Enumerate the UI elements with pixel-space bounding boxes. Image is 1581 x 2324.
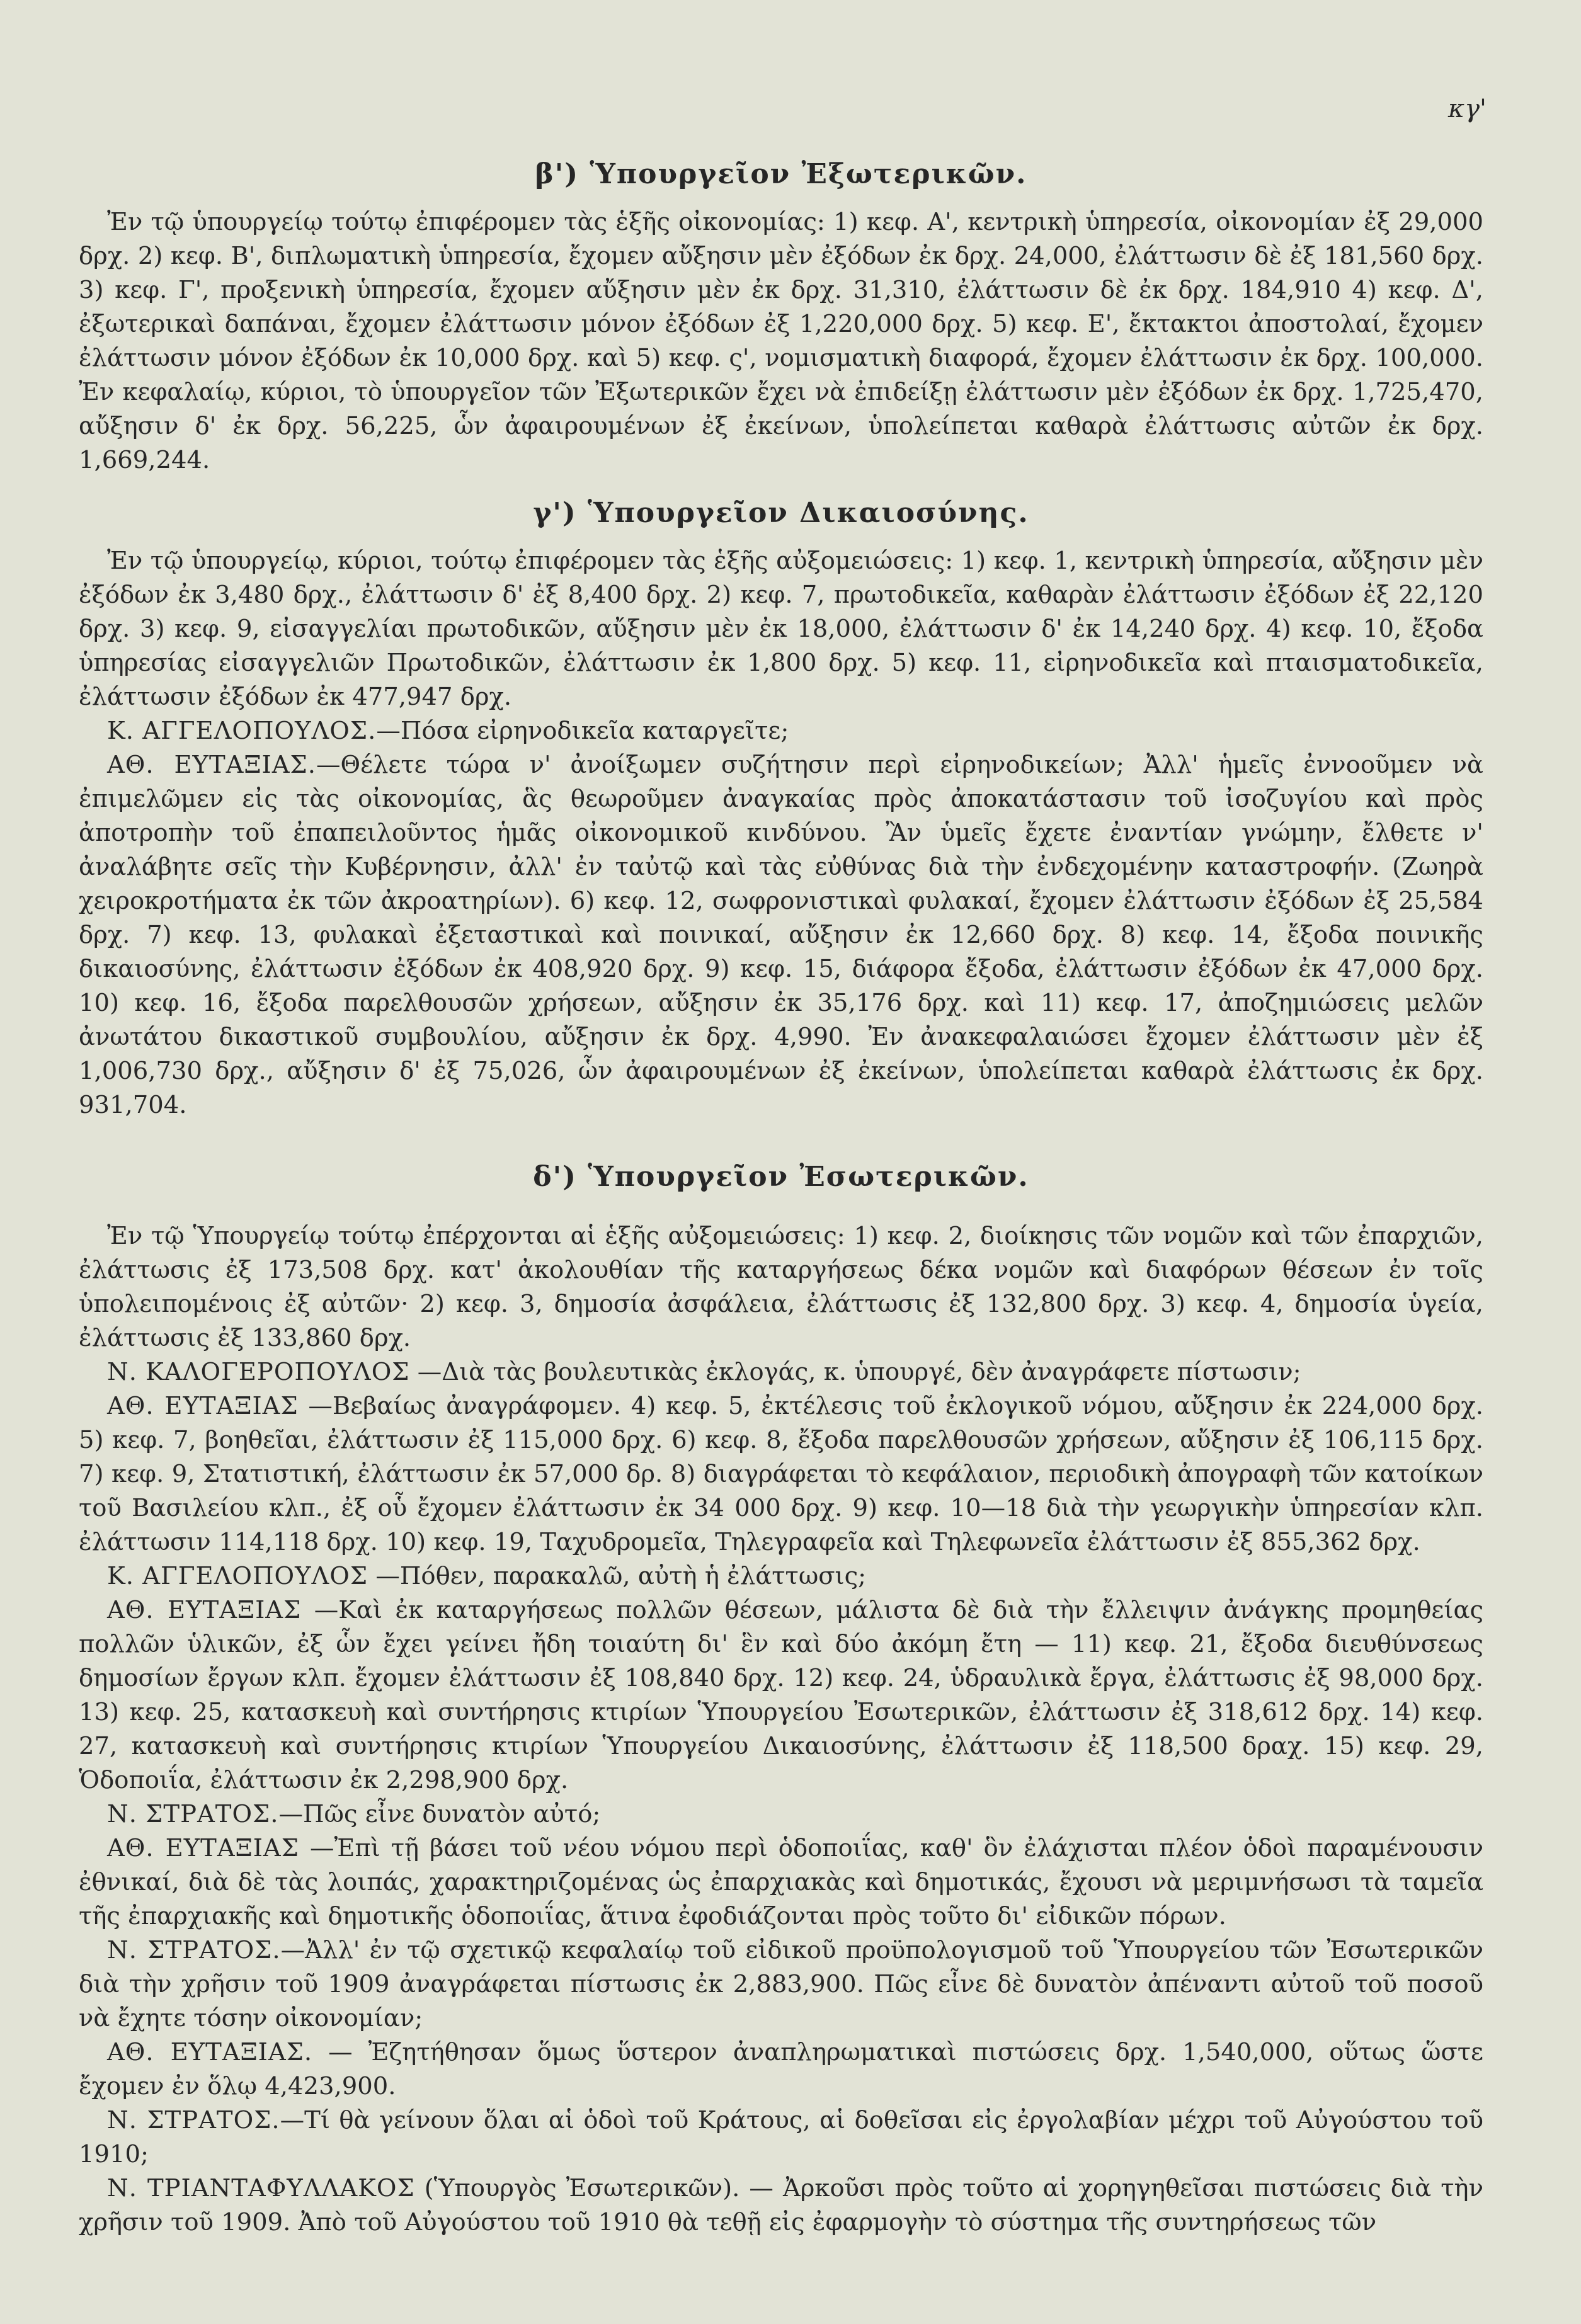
- paragraph-text: Ἐν τῷ ὑπουργείῳ, κύριοι, τούτῳ ἐπιφέρομεν τὰς ἑξῆς αὐξομειώσεις: 1) κεφ. 1, κεντρικὴ ὑπηρεσία, αὔξησιν μὲν ἐξόδων ἐκ 3,480 δρχ., ἐλάττωσιν δ' ἐξ 8,400 δρχ. 2) κεφ. 7, πρωτοδικεῖα, καθαρὰν ἐλάττωσιν ἐξόδων ἐξ 22,120 δρχ. 3) κεφ. 9, εἰσαγγελίαι πρωτοδικῶν, αὔξησιν μὲν ἐκ 18,000, ἐλάττωσιν δ' ἐκ 14,240 δρχ. 4) κεφ. 10, ἔξοδα ὑπηρεσίας εἰσαγγελιῶν Πρωτοδικῶν, ἐλάττωσιν ἐκ 1,800 δρχ. 5) κεφ. 11, εἰρηνοδικεῖα καὶ πταισματοδικεῖα, ἐλάττωσιν ἐξόδων ἐκ 477,947 δρχ.: [79, 547, 1483, 711]
- speech-paragraph: [79, 1355, 1483, 1389]
- section-title-justice: γ') Ὑπουργεῖον Δικαιοσύνης.: [533, 497, 1029, 529]
- section-title-interior: δ') Ὑπουργεῖον Ἐσωτερικῶν.: [533, 1161, 1029, 1193]
- speaker-name: ΑΘ. ΕΥΤΑΞΙΑΣ: [107, 1392, 299, 1420]
- speech-paragraph: [79, 1831, 1483, 1934]
- speech-text: —Ἐπὶ τῇ βάσει τοῦ νέου νόμου περὶ ὁδοποιΐας, καθ' ὃν ἐλάχισται πλέον ὁδοὶ παραμένουσιν ἐθνικαί, διὰ δὲ τὰς λοιπάς, χαρακτηριζομένας ὡς ἐπαρχιακὰς καὶ δημοτικάς, ἔχουσι νὰ μεριμνήσωσι τὰ ταμεῖα τῆς ἐπαρχιακῆς καὶ δημοτικῆς ὁδοποιΐας, ἅτινα ἐφοδιάζονται πρὸς τοῦτο δι' εἰδικῶν πόρων.: [79, 1834, 1483, 1930]
- speaker-name: ΑΘ. ΕΥΤΑΞΙΑΣ: [107, 1834, 299, 1862]
- speech-paragraph: [79, 1389, 1483, 1559]
- speaker-name: ΑΘ. ΕΥΤΑΞΙΑΣ.: [107, 751, 317, 779]
- speaker-name: Κ. ΑΓΓΕΛΟΠΟΥΛΟΣ.: [107, 717, 377, 745]
- speech-paragraph: [79, 2172, 1483, 2240]
- speaker-name: Ν. ΣΤΡΑΤΟΣ.: [107, 1936, 281, 1964]
- speech-paragraph: [79, 2104, 1483, 2172]
- speech-paragraph: [79, 1797, 1483, 1831]
- speech-paragraph: [79, 1559, 1483, 1593]
- paragraph: [79, 205, 1483, 477]
- paragraph-text: Ἐν τῷ Ὑπουργείῳ τούτῳ ἐπέρχονται αἱ ἑξῆς αὐξομειώσεις: 1) κεφ. 2, διοίκησις τῶν νομῶν καὶ τῶν ἐπαρχιῶν, ἐλάττωσις ἐξ 173,508 δρχ. κατ' ἀκολουθίαν τῆς καταργήσεως δέκα νομῶν καὶ διαφόρων θέσεων ἐν τοῖς ὑπολειπομένοις ἐξ αὐτῶν· 2) κεφ. 3, δημοσία ἀσφάλεια, ἐλάττωσις ἐξ 132,800 δρχ. 3) κεφ. 4, δημοσία ὑγεία, ἐλάττωσις ἐξ 133,860 δρχ.: [79, 1222, 1483, 1352]
- document-body: [79, 139, 1483, 2240]
- paragraph-text: Ἐν τῷ ὑπουργείῳ τούτῳ ἐπιφέρομεν τὰς ἑξῆς οἰκονομίας: 1) κεφ. Α', κεντρικὴ ὑπηρεσία, οἰκονομίαν ἐξ 29,000 δρχ. 2) κεφ. Β', διπλωματικὴ ὑπηρεσία, ἔχομεν αὔξησιν μὲν ἐξόδων ἐκ δρχ. 24,000, ἐλάττωσιν δὲ ἐξ 181,560 δρχ. 3) κεφ. Γ', προξενικὴ ὑπηρεσία, ἔχομεν αὔξησιν μὲν ἐκ δρχ. 31,310, ἐλάττωσιν δὲ ἐκ δρχ. 184,910 4) κεφ. Δ', ἐξωτερικαὶ δαπάναι, ἔχομεν ἐλάττωσιν μόνον ἐξόδων ἐξ 1,220,000 δρχ. 5) κεφ. Ε', ἔκτακτοι ἀποστολαί, ἔχομεν ἐλάττωσιν μόνον ἐξόδων ἐκ 10,000 δρχ. καὶ 5) κεφ. ς', νομισματικὴ διαφορά, ἔχομεν ἐλάττωσιν ἐκ δρχ. 100,000. Ἐν κεφαλαίῳ, κύριοι, τὸ ὑπουργεῖον τῶν Ἐξωτερικῶν ἔχει νὰ ἐπιδείξῃ ἐλάττωσιν μὲν ἐξόδων ἐκ δρχ. 1,725,470, αὔξησιν δ' ἐκ δρχ. 56,225, ὧν ἀφαιρουμένων ἐξ ἐκείνων, ὑπολείπεται καθαρὰ ἐλάττωσις αὐτῶν ἐκ δρχ. 1,669,244.: [79, 208, 1483, 474]
- speaker-name: Ν. ΣΤΡΑΤΟΣ.: [107, 2106, 280, 2134]
- speech-text: —Τί θὰ γείνουν ὅλαι αἱ ὁδοὶ τοῦ Κράτους, αἱ δοθεῖσαι εἰς ἐργολαβίαν μέχρι τοῦ Αὐγούστου τοῦ 1910;: [79, 2106, 1483, 2168]
- speaker-name: Ν. ΚΑΛΟΓΕΡΟΠΟΥΛΟΣ: [107, 1358, 410, 1386]
- speech-paragraph: [79, 2036, 1483, 2104]
- speech-text: —Βεβαίως ἀναγράφομεν. 4) κεφ. 5, ἐκτέλεσις τοῦ ἐκλογικοῦ νόμου, αὔξησιν ἐκ 224,000 δρχ. 5) κεφ. 7, βοηθεῖαι, ἐλάττωσιν ἐξ 115,000 δρχ. 6) κεφ. 8, ἔξοδα παρελθουσῶν χρήσεων, αὔξησιν ἐξ 106,115 δρχ. 7) κεφ. 9, Στατιστική, ἐλάττωσιν ἐκ 57,000 δρ. 8) διαγράφεται τὸ κεφάλαιον, περιοδικὴ ἀπογραφὴ τῶν κατοίκων τοῦ Βασιλείου κλπ., ἐξ οὗ ἔχομεν ἐλάττωσιν ἐκ 34 000 δρχ. 9) κεφ. 10—18 διὰ τὴν γεωργικὴν ὑπηρεσίαν κλπ. ἐλάττωσιν 114,118 δρχ. 10) κεφ. 19, Ταχυδρομεῖα, Τηλεγραφεῖα καὶ Τηλεφωνεῖα ἐλάττωσιν ἐξ 855,362 δρχ.: [79, 1392, 1483, 1556]
- section-title-foreign-affairs: β') Ὑπουργεῖον Ἐξωτερικῶν.: [535, 158, 1027, 190]
- speech-text: (Ὑπουργὸς Ἐσωτερικῶν). — Ἀρκοῦσι πρὸς τοῦτο αἱ χορηγηθεῖσαι πιστώσεις διὰ τὴν χρῆσιν τοῦ 1909. Ἀπὸ τοῦ Αὐγούστου τοῦ 1910 θὰ τεθῇ εἰς ἐφαρμογὴν τὸ σύστημα τῆς συντηρήσεως τῶν: [79, 2174, 1483, 2236]
- paragraph: [79, 544, 1483, 714]
- speech-text: — Ἐζητήθησαν ὅμως ὕστερον ἀναπληρωματικαὶ πιστώσεις δρχ. 1,540,000, οὕτως ὥστε ἔχομεν ἐν ὅλῳ 4,423,900.: [79, 2038, 1483, 2100]
- speech-text: —Πόθεν, παρακαλῶ, αὐτὴ ἡ ἐλάττωσις;: [368, 1562, 867, 1590]
- speech-text: —Πόσα εἰρηνοδικεῖα καταργεῖτε;: [376, 717, 789, 745]
- speech-paragraph: [79, 714, 1483, 748]
- page-number: κγ': [1447, 94, 1487, 123]
- speech-paragraph: [79, 1934, 1483, 2036]
- speech-paragraph: [79, 1593, 1483, 1797]
- speech-text: —Θέλετε τώρα ν' ἀνοίξωμεν συζήτησιν περὶ εἰρηνοδικείων; Ἀλλ' ἡμεῖς ἐννοοῦμεν νὰ ἐπιμελῶμεν εἰς τὰς οἰκονομίας, ἃς θεωροῦμεν ἀναγκαίας πρὸς ἀποκατάστασιν τοῦ ἰσοζυγίου καὶ πρὸς ἀποτροπὴν τοῦ ἐπαπειλοῦντος ἡμᾶς οἰκονομικοῦ κινδύνου. Ἂν ὑμεῖς ἔχετε ἐναντίαν γνώμην, ἔλθετε ν' ἀναλάβητε σεῖς τὴν Κυβέρνησιν, ἀλλ' ἐν ταὐτῷ καὶ τὰς εὐθύνας διὰ τὴν ἐνδεχομένην καταστροφήν. (Ζωηρὰ χειροκροτήματα ἐκ τῶν ἀκροατηρίων). 6) κεφ. 12, σωφρονιστικαὶ φυλακαί, ἔχομεν ἐλάττωσιν ἐξόδων ἐξ 25,584 δρχ. 7) κεφ. 13, φυλακαὶ ἐξεταστικαὶ καὶ ποινικαί, αὔξησιν ἐκ 12,660 δρχ. 8) κεφ. 14, ἔξοδα ποινικῆς δικαιοσύνης, ἐλάττωσιν ἐξόδων ἐκ 408,920 δρχ. 9) κεφ. 15, διάφορα ἔξοδα, ἐλάττωσιν ἐξόδων ἐκ 47,000 δρχ. 10) κεφ. 16, ἔξοδα παρελθουσῶν χρήσεων, αὔξησιν ἐκ 35,176 δρχ. καὶ 11) κεφ. 17, ἀποζημιώσεις μελῶν ἀνωτάτου δικαστικοῦ συμβουλίου, αὔξησιν ἐκ δρχ. 4,990. Ἐν ἀνακεφαλαιώσει ἔχομεν ἐλάττωσιν μὲν ἐξ 1,006,730 δρχ., αὔξησιν δ' ἐξ 75,026, ὧν ἀφαιρουμένων ἐξ ἐκείνων, ὑπολείπεται καθαρὰ ἐλάττωσις ἐκ δρχ. 931,704.: [79, 751, 1484, 1119]
- speaker-name: Ν. ΣΤΡΑΤΟΣ.: [107, 1800, 279, 1828]
- speech-text: —Καὶ ἐκ καταργήσεως πολλῶν θέσεων, μάλιστα δὲ διὰ τὴν ἔλλειψιν ἀνάγκης προμηθείας πολλῶν ὑλικῶν, ἐξ ὧν ἔχει γείνει ἤδη τοιαύτη δι' ἓν καὶ δύο ἀκόμη ἔτη — 11) κεφ. 21, ἔξοδα διευθύνσεως δημοσίων ἔργων κλπ. ἔχομεν ἐλάττωσιν ἐξ 108,840 δρχ. 12) κεφ. 24, ὑδραυλικὰ ἔργα, ἐλάττωσις ἐξ 98,000 δρχ. 13) κεφ. 25, κατασκευὴ καὶ συντήρησις κτιρίων Ὑπουργείου Ἐσωτερικῶν, ἐλάττωσιν ἐξ 318,612 δρχ. 14) κεφ. 27, κατασκευὴ καὶ συντήρησις κτιρίων Ὑπουργείου Δικαιοσύνης, ἐλάττωσιν ἐξ 118,500 δραχ. 15) κεφ. 29, Ὁδοποιΐα, ἐλάττωσιν ἐκ 2,298,900 δρχ.: [79, 1596, 1484, 1794]
- speech-text: —Ἀλλ' ἐν τῷ σχετικῷ κεφαλαίῳ τοῦ εἰδικοῦ προϋπολογισμοῦ τοῦ Ὑπουργείου τῶν Ἐσωτερικῶν διὰ τὴν χρῆσιν τοῦ 1909 ἀναγράφεται πίστωσις ἐκ 2,883,900. Πῶς εἶνε δὲ δυνατὸν ἀπέναντι αὐτοῦ τοῦ ποσοῦ νὰ ἔχητε τόσην οἰκονομίαν;: [79, 1936, 1483, 2032]
- speaker-name: ΑΘ. ΕΥΤΑΞΙΑΣ: [107, 1596, 302, 1624]
- speaker-name: ΑΘ. ΕΥΤΑΞΙΑΣ.: [107, 2038, 313, 2066]
- speech-text: —Πῶς εἶνε δυνατὸν αὐτό;: [278, 1800, 601, 1828]
- speech-paragraph: [79, 748, 1483, 1122]
- speaker-name: Ν. ΤΡΙΑΝΤΑΦΥΛΛΑΚΟΣ: [107, 2174, 415, 2202]
- paragraph: [79, 1219, 1483, 1355]
- speech-text: —Διὰ τὰς βουλευτικὰς ἐκλογάς, κ. ὑπουργέ, δὲν ἀναγράφετε πίστωσιν;: [409, 1358, 1301, 1386]
- speaker-name: Κ. ΑΓΓΕΛΟΠΟΥΛΟΣ: [107, 1562, 368, 1590]
